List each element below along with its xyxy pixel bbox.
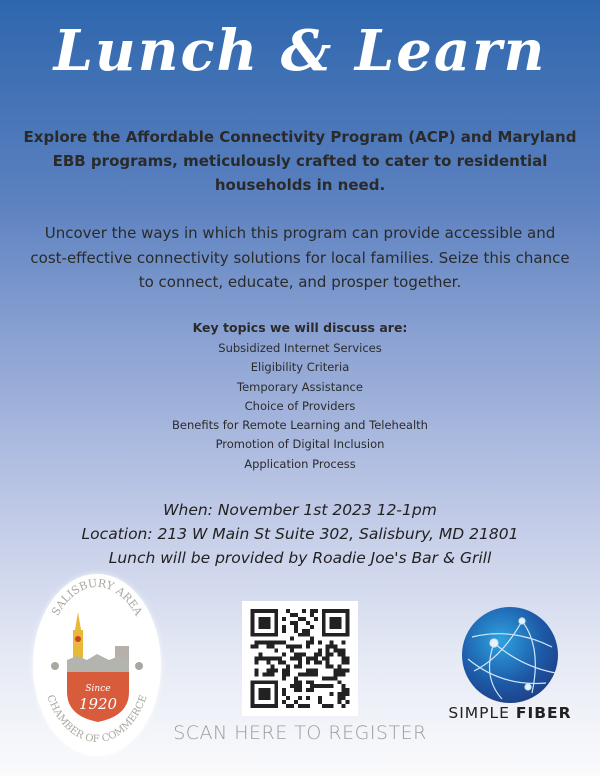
topics-heading: Key topics we will discuss are: [192, 320, 408, 335]
body-line: cost-effective connectivity solutions for local families. Seize this chance [30, 248, 570, 267]
topic-item: Eligibility Criteria [250, 360, 350, 375]
topic-item: Promotion of Digital Inclusion [215, 437, 385, 452]
sponsor-name-bold: FIBER [515, 704, 572, 722]
event-title: Lunch & Learn [53, 18, 547, 84]
qr-caption: SCAN HERE TO REGISTER [173, 722, 427, 744]
body-paragraph [0, 221, 600, 295]
intro-line: EBB programs, meticulously crafted to cater to residential [52, 152, 548, 170]
chamber-year-text: 1920 [78, 695, 118, 713]
chamber-of-commerce-logo [33, 574, 161, 756]
body-line: Uncover the ways in which this program can provide accessible and [44, 224, 556, 242]
registration-qr-code[interactable] [242, 601, 358, 716]
intro-line: Explore the Affordable Connectivity Program (ACP) and Maryland [23, 128, 577, 146]
intro-paragraph [0, 125, 600, 197]
chamber-top-text: SALISBURY AREA [49, 576, 145, 618]
event-lunch: Lunch will be provided by Roadie Joe's Bar & Grill [108, 549, 492, 567]
topic-item: Choice of Providers [244, 398, 356, 413]
chamber-bottom-text: CHAMBER OF COMMERCE [44, 693, 150, 746]
topic-item: Temporary Assistance [237, 379, 363, 394]
simple-fiber-globe-logo [462, 607, 558, 703]
simple-fiber-wordmark [430, 704, 590, 722]
topics-list [0, 339, 600, 474]
topic-item: Application Process [244, 456, 356, 471]
event-when: When: November 1st 2023 12-1pm [163, 501, 437, 519]
chamber-since-text: Since [85, 684, 111, 694]
intro-line: households in need. [214, 176, 386, 194]
body-line: to connect, educate, and prosper together. [138, 273, 462, 291]
event-details [0, 498, 600, 570]
topic-item: Subsidized Internet Services [218, 341, 382, 355]
topic-item: Benefits for Remote Learning and Telehealth [172, 418, 428, 433]
event-location: Location: 213 W Main St Suite 302, Salisbury, MD 21801 [81, 525, 519, 543]
sponsor-name-light: SIMPLE [448, 704, 510, 722]
